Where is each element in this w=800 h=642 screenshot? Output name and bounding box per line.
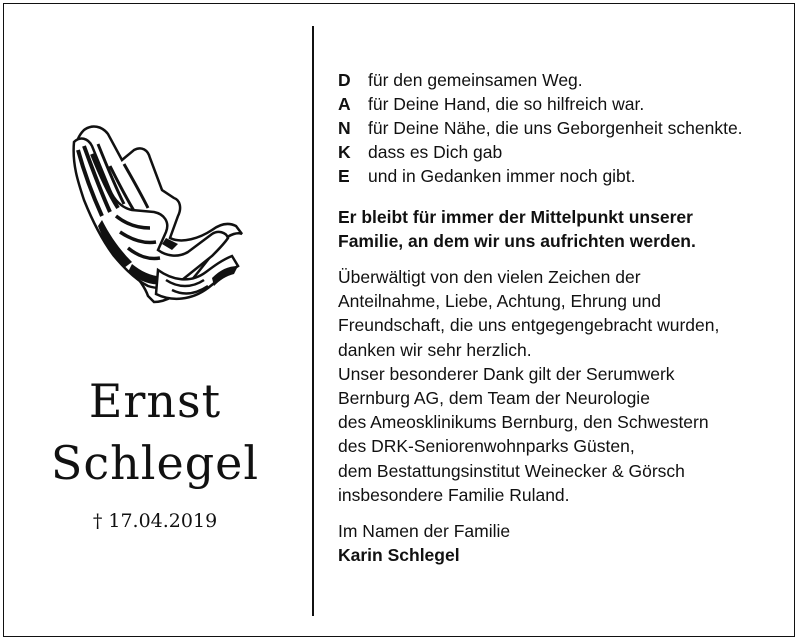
dank-row [338, 164, 788, 188]
thanks-line: Bernburg AG, dem Team der Neurologie [338, 388, 650, 409]
memorial-statement [338, 205, 788, 253]
text-column [338, 68, 788, 567]
dank-text: dass es Dich gab [368, 142, 503, 162]
thanks-line: des DRK-Seniorenwohnparks Güsten, [338, 436, 635, 457]
dank-row [338, 68, 788, 92]
thanks-line: insbesondere Familie Ruland. [338, 484, 570, 505]
thanks-line: Überwältigt von den vielen Zeichen der [338, 267, 641, 287]
dank-acrostic [338, 68, 788, 188]
deceased-last-name: Schlegel [50, 436, 260, 490]
dank-text: für den gemeinsamen Weg. [368, 70, 583, 90]
thanks-paragraph [338, 265, 788, 507]
statement-line: Familie, an dem wir uns aufrichten werden. [338, 231, 696, 251]
dank-letter: D [338, 70, 351, 90]
statement-line: Er bleibt für immer der Mittelpunkt unserer [338, 207, 693, 227]
column-divider [312, 26, 314, 616]
dank-letter: N [338, 118, 351, 138]
deceased-first-name: Ernst [88, 374, 222, 428]
signature-intro: Im Namen der Familie [338, 521, 511, 542]
praying-hands-icon [62, 120, 248, 305]
signature-block [338, 519, 788, 567]
thanks-line: dem Bestattungsinstitut Weinecker & Görsch [338, 460, 685, 481]
dank-text: für Deine Nähe, die uns Geborgenheit schenkte. [368, 118, 743, 138]
dank-row [338, 140, 788, 164]
dank-text: für Deine Hand, die so hilfreich war. [368, 94, 645, 114]
thanks-line: danken wir sehr herzlich. [338, 339, 532, 360]
dank-letter: E [338, 166, 350, 186]
thanks-line: Unser besonderer Dank gilt der Serumwerk [338, 363, 675, 384]
thanks-line: Freundschaft, die uns entgegengebracht wurden, [338, 315, 720, 336]
thanks-line: des Ameosklinikums Bernburg, den Schwestern [338, 412, 709, 433]
dank-text: und in Gedanken immer noch gibt. [368, 166, 636, 186]
death-date: † 17.04.2019 [92, 510, 218, 532]
thanks-line: Anteilnahme, Liebe, Achtung, Ehrung und [338, 291, 662, 312]
signature-name: Karin Schlegel [338, 545, 460, 566]
dank-letter: K [338, 142, 351, 162]
dank-letter: A [338, 94, 351, 114]
dank-row [338, 116, 788, 140]
dank-row [338, 92, 788, 116]
